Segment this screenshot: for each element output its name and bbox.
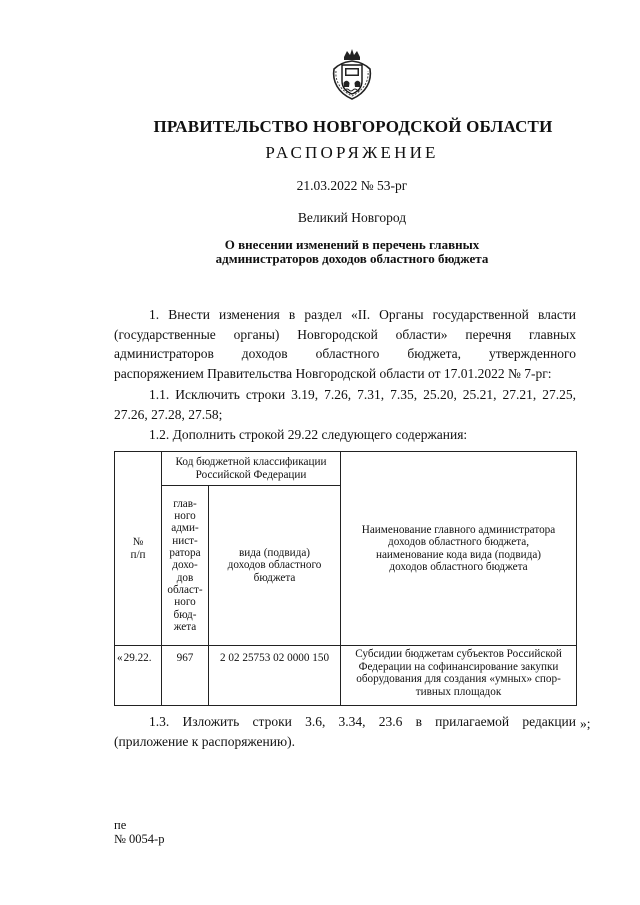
paragraph-1-line-1: 1. Внести изменения в раздел «II. Органы государственной власти	[149, 307, 576, 322]
header-admin-code: глав- ного адми- нист- ратора дохо- дов област- ного бюд- жета	[162, 486, 209, 646]
subject-line-2: администраторов доходов областного бюджета	[215, 251, 489, 266]
header-income-type: вида (подвида) доходов областного бюджета	[209, 486, 341, 646]
organization-title: ПРАВИТЕЛЬСТВО НОВГОРОДСКОЙ ОБЛАСТИ	[153, 117, 553, 136]
paragraph-1-line-2: (государственные органы) Новгородской области» перечня главных	[114, 326, 576, 342]
document-city: Великий Новгород	[297, 210, 407, 225]
document-subject	[0, 238, 640, 266]
table-closing-quote: »;	[580, 716, 591, 731]
footer-registration	[114, 818, 164, 846]
paragraph-1-line-4: распоряжением Правительства Новгородской области от 17.01.2022 № 7-рг:	[114, 365, 552, 381]
row-number	[115, 646, 162, 706]
paragraph-1-2: 1.2. Дополнить строкой 29.22 следующего содержания:	[149, 427, 468, 442]
row-description: Субсидии бюджетам субъектов Российской Федерации на софинансирование закупки оборудования для создания «умных» спор-тивных площадок	[341, 646, 577, 706]
document-type: РАСПОРЯЖЕНИЕ	[265, 143, 439, 162]
paragraph-1-1-line-1: 1.1. Исключить строки 3.19, 7.26, 7.31, 7.35, 25.20, 25.21, 27.21, 27.25,	[149, 387, 576, 402]
paragraph-1-1-line-2: 27.26, 27.28, 27.58;	[114, 406, 223, 422]
header-number: № п/п	[115, 452, 162, 646]
budget-classification-table	[114, 451, 577, 706]
row-number-value: 29.22.	[123, 652, 152, 664]
footer-initials: пе	[114, 818, 127, 832]
row-quote-open: «	[117, 652, 123, 664]
coat-of-arms-emblem	[330, 47, 374, 101]
paragraph-1-line-3: администраторов доходов областного бюджета, утвержденного	[114, 346, 576, 361]
table-row	[115, 646, 577, 706]
header-classification-group: Код бюджетной классификации Российской Федерации	[162, 452, 341, 486]
header-name: Наименование главного администратора доходов областного бюджета, наименование кода вида (подвида) доходов областного бюджета	[341, 452, 577, 646]
paragraph-1-3-line-1: 1.3. Изложить строки 3.6, 3.34, 23.6 в прилагаемой редакции	[149, 714, 576, 729]
footer-reg-number: № 0054-р	[114, 832, 165, 846]
document-date-number: 21.03.2022 № 53-рг	[296, 178, 408, 193]
paragraph-1-3-line-2: (приложение к распоряжению).	[114, 733, 295, 749]
paragraph-1-3	[114, 712, 576, 751]
subject-line-1: О внесении изменений в перечень главных	[224, 237, 480, 252]
paragraph-1-1	[114, 385, 576, 424]
paragraph-1	[114, 305, 576, 383]
row-admin-code: 967	[162, 646, 209, 706]
row-income-code: 2 02 25753 02 0000 150	[209, 646, 341, 706]
